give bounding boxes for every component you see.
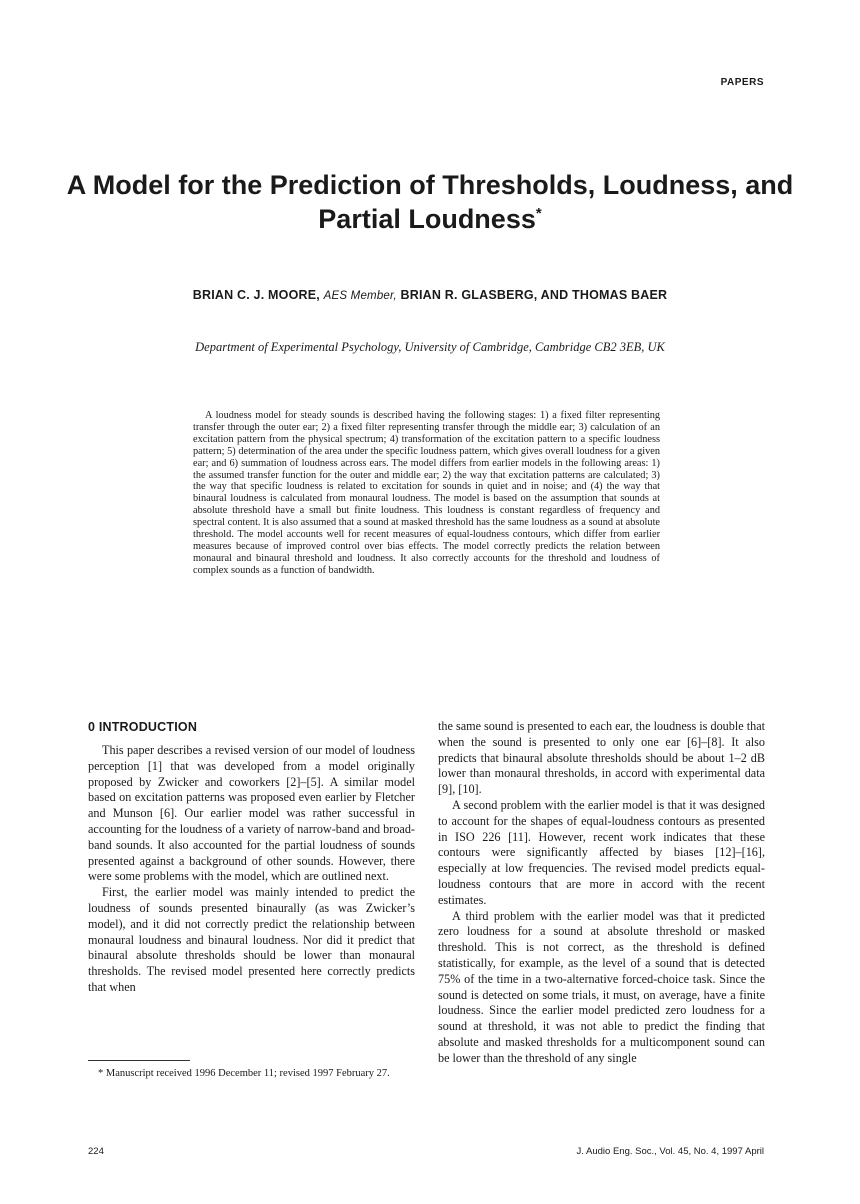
section-label: PAPERS xyxy=(720,77,764,88)
section-heading-introduction: 0 INTRODUCTION xyxy=(88,720,198,734)
affiliation: Department of Experimental Psychology, University of Cambridge, Cambridge CB2 3EB, UK xyxy=(195,340,665,354)
author-list xyxy=(60,288,800,302)
paper-title-text: A Model for the Prediction of Thresholds, Loudness, and Partial Loudness xyxy=(66,170,794,234)
paragraph: This paper describes a revised version of our model of loudness perception [1] that was developed from a model originally proposed by Zwicker and coworkers [2]–[5]. A similar model based on excitation patterns was proposed even earlier by Fletcher and Munson [6]. Our earlier model was rather successful in accounting for the loudness of a variety of narrow-band and broad-band sounds. It also accounted for the partial loudness of sounds presented against a background of other sounds. However, there were some problems with the model, which are outlined next. xyxy=(88,743,415,884)
title-footnote-marker: * xyxy=(535,205,542,222)
body-column-left xyxy=(88,720,415,996)
journal-citation: J. Audio Eng. Soc., Vol. 45, No. 4, 1997 April xyxy=(576,1146,764,1157)
paragraph: A third problem with the earlier model was that it predicted zero loudness for a sound at absolute threshold or masked threshold. This is not correct, as the threshold is defined statistically, for example, as the level of a sound that is detected 75% of the time in a two-alternative forced-choice task. Since the sound is detected on some trials, it must, on average, have a finite loudness. Since the earlier model predicted zero loudness for a sound at threshold, it was not able to predict the finding that absolute and masked thresholds for a multicomponent sound can be lower than the threshold of any single xyxy=(438,908,765,1065)
paper-title xyxy=(60,168,800,236)
body-column-right xyxy=(438,719,765,1067)
page-number: 224 xyxy=(88,1146,104,1157)
abstract: A loudness model for steady sounds is described having the following stages: 1) a fixed filter representing transfer through the outer ear; 2) a fixed filter representing transfer through the middle ear; 3) calculation of an excitation pattern from the physical spectrum; 4) transformation of the excitation pattern to a specific loudness pattern; 5) determination of the area under the specific loudness pattern, which gives overall loudness for a given ear; and 6) summation of loudness across ears. The model differs from earlier models in the following areas: 1) the assumed transfer function for the outer and middle ear; 2) the way that excitation patterns are calculated; 3) the way that specific loudness is related to excitation for sounds in quiet and in noise; and (4) the way that binaural loudness is calculated from monaural loudness. The model is based on the assumption that sounds at absolute threshold have a small but finite loudness. This loudness is constant regardless of frequency and spectral content. It is also assumed that a sound at masked threshold has the same loudness as a sound at absolute threshold. The model accounts well for recent measures of equal-loudness contours, which differ from earlier measures because of improved control over bias effects. The model correctly predicts the relation between monaural and binaural threshold and loudness. It also correctly accounts for the threshold and loudness of complex sounds as a function of bandwidth. xyxy=(193,410,660,576)
aes-member-note: AES Member, xyxy=(323,290,397,302)
footnote: * Manuscript received 1996 December 11; revised 1997 February 27. xyxy=(98,1068,390,1079)
paragraph: the same sound is presented to each ear, the loudness is double that when the sound is presented to only one ear [6]–[8]. It also predicts that binaural absolute thresholds should be about 1–2 dB lower than monaural thresholds, in accord with experimental data [9], [10]. xyxy=(438,719,765,797)
author-others: BRIAN R. GLASBERG, AND THOMAS BAER xyxy=(400,288,668,302)
paragraph: A second problem with the earlier model is that it was designed to account for the shapes of equal-loudness contours as presented in ISO 226 [11]. However, recent work indicates that these contours were significantly affected by biases [12]–[16], especially at low frequencies. The revised model predicts equal-loudness contours that are more in accord with the recent estimates. xyxy=(438,797,765,907)
author-moore: BRIAN C. J. MOORE, xyxy=(192,288,320,302)
footnote-divider xyxy=(88,1060,190,1061)
paragraph: First, the earlier model was mainly intended to predict the loudness of sounds presented binaurally (as was Zwicker’s model), and it did not correctly predict the relationship between monaural loudness and binaural loudness. Nor did it predict that binaural absolute thresholds should be lower than monaural thresholds. The revised model presented here correctly predicts that when xyxy=(88,885,415,994)
